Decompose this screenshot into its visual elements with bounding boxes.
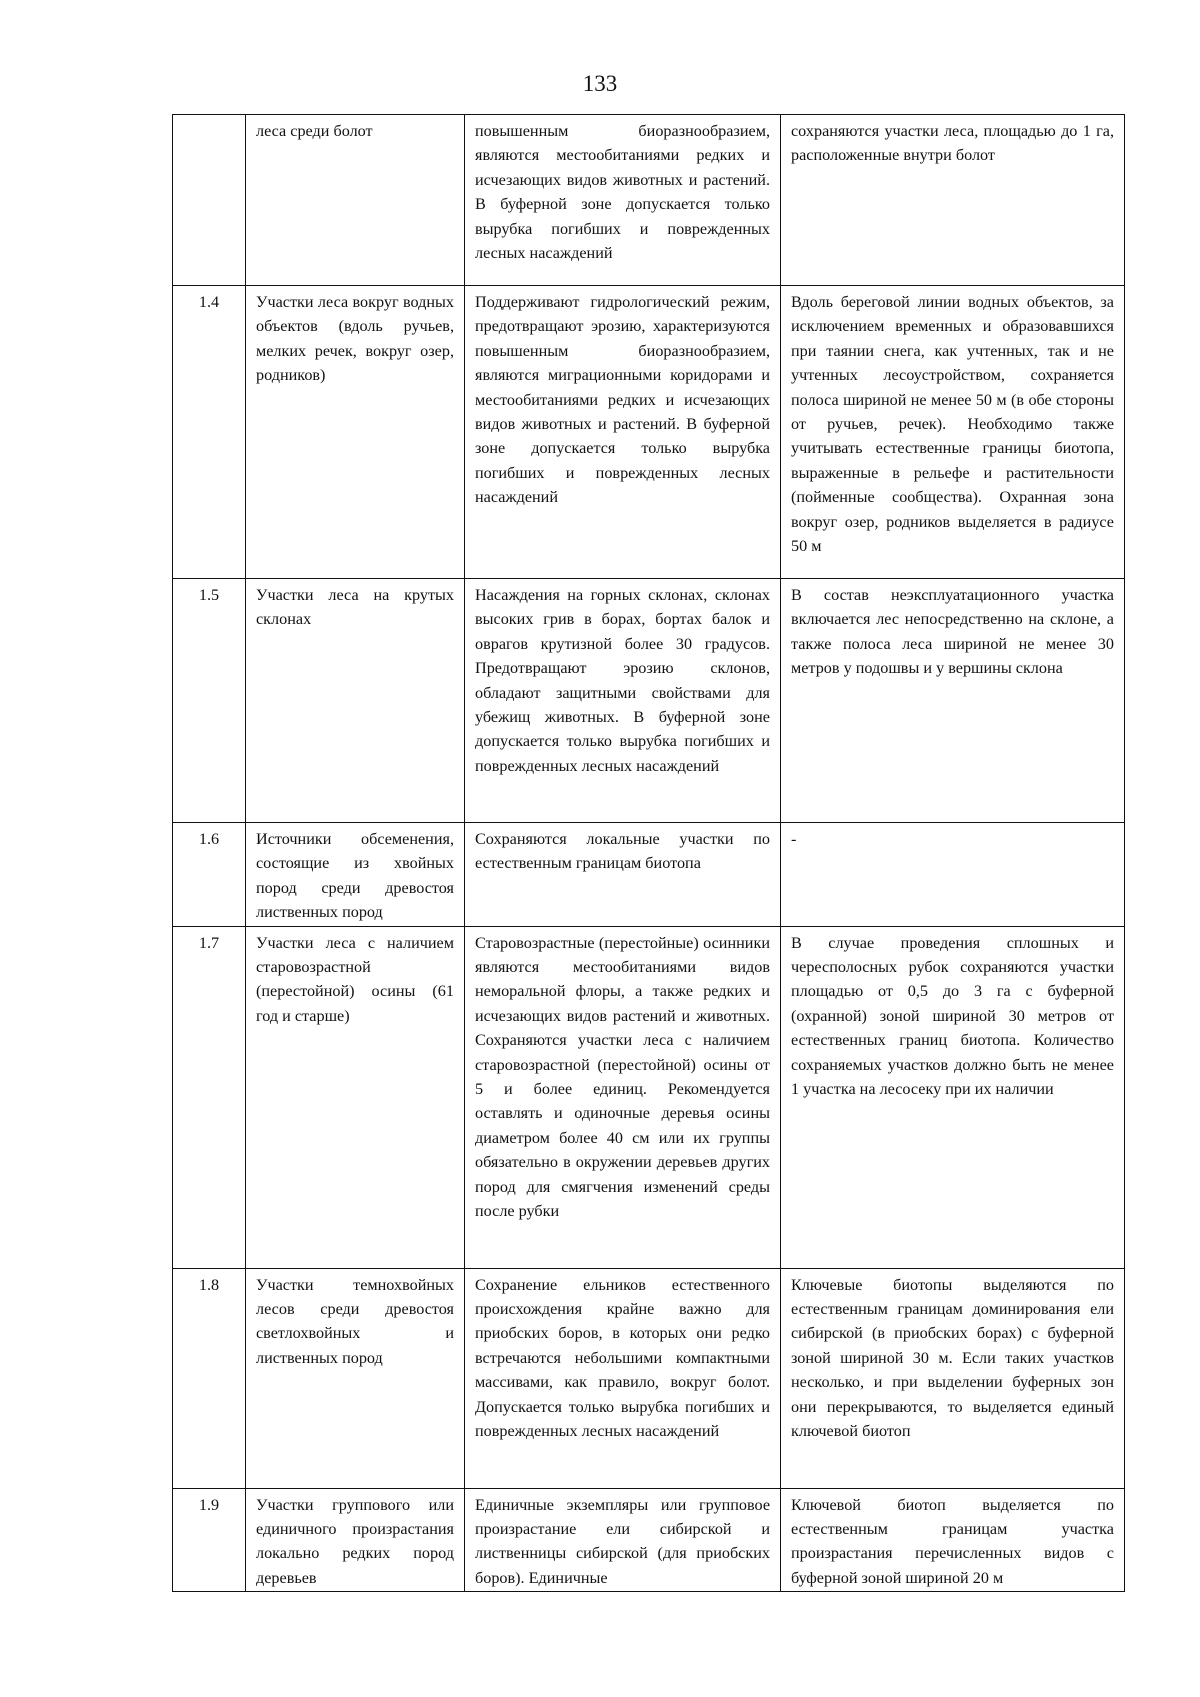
biotope-requirements: сохраняются участки леса, площадью до 1 га, расположенные внутри болот	[781, 115, 1125, 286]
biotope-description: Сохраняются локальные участки по естественным границам биотопа	[465, 823, 781, 927]
row-number: 1.5	[173, 579, 246, 823]
table-row	[173, 579, 1125, 823]
biotope-name: Источники обсеменения, состоящие из хвойных пород среди древостоя лиственных пород	[246, 823, 465, 927]
page-number: 133	[582, 71, 618, 96]
biotope-description: Единичные экземпляры или групповое произрастание ели сибирской и лиственницы сибирской (для приобских боров). Единичные	[465, 1488, 781, 1592]
biotope-name: Участки леса на крутых склонах	[246, 579, 465, 823]
biotope-name: Участки темнохвойных лесов среди древостоя светлохвойных и лиственных пород	[246, 1268, 465, 1488]
row-number	[173, 115, 246, 286]
biotope-name: Участки леса вокруг водных объектов (вдоль ручьев, мелких речек, вокруг озер, родников)	[246, 286, 465, 579]
row-number: 1.7	[173, 926, 246, 1268]
table-row	[173, 1488, 1125, 1592]
biotope-description: повышенным биоразнообразием, являются местообитаниями редких и исчезающих видов животных и растений. В буферной зоне допускается только вырубка погибших и поврежденных лесных насаждений	[465, 115, 781, 286]
biotope-requirements: Вдоль береговой линии водных объектов, за исключением временных и образовавшихся при таянии снега, как учтенных, так и не учтенных лесоустройством, сохраняется полоса шириной не менее 50 м (в обе стороны от ручьев, речек). Необходимо также учитывать естественные границы биотопа, выраженные в рельефе и растительности (пойменные сообщества). Охранная зона вокруг озер, родников выделяется в радиусе 50 м	[781, 286, 1125, 579]
table-row	[173, 823, 1125, 927]
table-row	[173, 115, 1125, 286]
table-row	[173, 1268, 1125, 1488]
biotope-requirements: В случае проведения сплошных и чересполосных рубок сохраняются участки площадью от 0,5 до 3 га с буферной (охранной) зоной шириной 30 метров от естественных границ биотопа. Количество сохраняемых участков должно быть не менее 1 участка на лесосеку при их наличии	[781, 926, 1125, 1268]
biotope-description: Старовозрастные (перестойные) осинники являются местообитаниями видов неморальной флоры, а также редких и исчезающих видов растений и животных. Сохраняются участки леса с наличием старовозрастной (перестойной) осины от 5 и более единиц. Рекомендуется оставлять и одиночные деревья осины диаметром более 40 см или их группы обязательно в окружении деревьев других пород для смягчения изменений среды после рубки	[465, 926, 781, 1268]
biotope-description: Сохранение ельников естественного происхождения крайне важно для приобских боров, в которых они редко встречаются небольшими компактными массивами, как правило, вокруг болот. Допускается только вырубка погибших и поврежденных лесных насаждений	[465, 1268, 781, 1488]
biotope-requirements: Ключевые биотопы выделяются по естественным границам доминирования ели сибирской (в приобских борах) с буферной зоной шириной 30 м. Если таких участков несколько, и при выделении буферных зон они перекрываются, то выделяется единый ключевой биотоп	[781, 1268, 1125, 1488]
biotope-name: леса среди болот	[246, 115, 465, 286]
row-number: 1.6	[173, 823, 246, 927]
row-number: 1.9	[173, 1488, 246, 1592]
biotope-name: Участки леса с наличием старовозрастной (перестойной) осины (61 год и старше)	[246, 926, 465, 1268]
table-row	[173, 286, 1125, 579]
biotope-requirements: В состав неэксплуатационного участка включается лес непосредственно на склоне, а также полоса леса шириной не менее 30 метров у подошвы и у вершины склона	[781, 579, 1125, 823]
row-number: 1.8	[173, 1268, 246, 1488]
biotope-table	[172, 114, 1125, 1592]
biotope-requirements: -	[781, 823, 1125, 927]
biotope-description: Насаждения на горных склонах, склонах высоких грив в борах, бортах балок и оврагов крутизной более 30 градусов. Предотвращают эрозию склонов, обладают защитными свойствами для убежищ животных. В буферной зоне допускается только вырубка погибших и поврежденных лесных насаждений	[465, 579, 781, 823]
row-number: 1.4	[173, 286, 246, 579]
biotope-description: Поддерживают гидрологический режим, предотвращают эрозию, характеризуются повышенным биоразнообразием, являются миграционными коридорами и местообитаниями редких и исчезающих видов животных и растений. В буферной зоне допускается только вырубка погибших и поврежденных лесных насаждений	[465, 286, 781, 579]
biotope-name: Участки группового или единичного произрастания локально редких пород деревьев	[246, 1488, 465, 1592]
biotope-requirements: Ключевой биотоп выделяется по естественным границам участка произрастания перечисленных видов с буферной зоной шириной 20 м	[781, 1488, 1125, 1592]
table-row	[173, 926, 1125, 1268]
